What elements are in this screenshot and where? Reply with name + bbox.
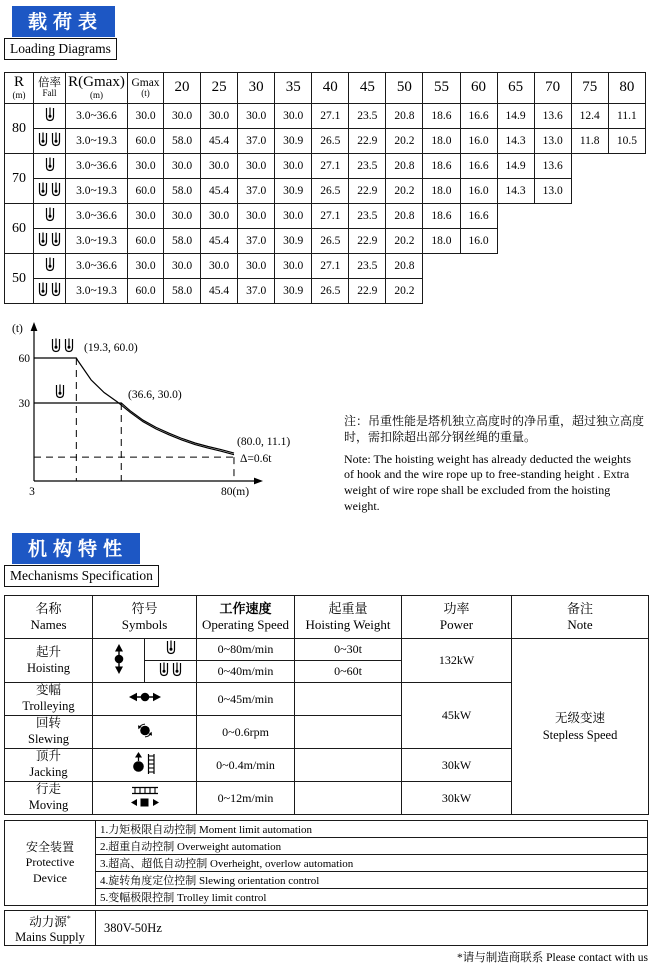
load-value-cell: 30.9 bbox=[275, 129, 312, 154]
radius-header: 70 bbox=[534, 73, 571, 104]
load-value-cell: 26.5 bbox=[312, 129, 349, 154]
fall-symbol-cell bbox=[34, 104, 66, 129]
load-value-cell: 30.0 bbox=[275, 254, 312, 279]
load-value-cell: 20.8 bbox=[386, 104, 423, 129]
load-value-cell: 20.8 bbox=[386, 154, 423, 179]
load-value-cell: 30.0 bbox=[238, 154, 275, 179]
chart-fall-single-marker bbox=[54, 384, 66, 404]
mechanisms-title-en: Mechanisms Specification bbox=[4, 565, 159, 587]
load-value-cell: 13.6 bbox=[534, 104, 571, 129]
fall-single-icon bbox=[165, 640, 177, 655]
fall-double-icon bbox=[37, 182, 63, 197]
mech-speed-cell: 0~40m/min bbox=[197, 661, 295, 683]
fall-double-icon bbox=[37, 132, 63, 147]
safety-item: 4.旋转角度定位控制 Slewing orientation control bbox=[96, 872, 648, 889]
radius-header: 45 bbox=[349, 73, 386, 104]
load-value-cell: 16.0 bbox=[460, 229, 497, 254]
fall-double-icon bbox=[37, 232, 63, 247]
mech-symbol-cell bbox=[93, 782, 197, 815]
mech-weight-cell bbox=[295, 782, 402, 815]
load-value-cell: 11.8 bbox=[571, 129, 608, 154]
load-value-cell: 58.0 bbox=[164, 129, 201, 154]
mech-speed-cell: 0~0.6rpm bbox=[197, 716, 295, 749]
mech-weight-cell: 0~60t bbox=[295, 661, 402, 683]
loading-row bbox=[5, 179, 646, 204]
mech-speed-cell: 0~45m/min bbox=[197, 683, 295, 716]
fall-single-icon bbox=[44, 157, 56, 172]
mech-power-cell: 30kW bbox=[402, 782, 512, 815]
load-value-cell: 23.5 bbox=[349, 104, 386, 129]
mech-table-body bbox=[5, 639, 649, 815]
gmax-cell: 60.0 bbox=[128, 129, 164, 154]
gmax-cell: 60.0 bbox=[128, 279, 164, 304]
load-value-cell: 30.0 bbox=[201, 204, 238, 229]
safety-label: 安全装置 Protective Device bbox=[5, 821, 96, 906]
mains-table bbox=[4, 910, 648, 946]
safety-item: 5.变幅极限控制 Trolley limit control bbox=[96, 889, 648, 906]
loading-header-row bbox=[5, 73, 646, 104]
radius-value: 50 bbox=[5, 254, 34, 304]
point-label-1: (19.3, 60.0) bbox=[84, 342, 138, 354]
mech-power-cell: 132kW bbox=[402, 639, 512, 683]
mech-symbol-cell bbox=[93, 716, 197, 749]
load-value-cell: 20.2 bbox=[386, 179, 423, 204]
rgmax-range-cell: 3.0~19.3 bbox=[66, 179, 128, 204]
safety-row bbox=[5, 855, 648, 872]
curve-single-fall bbox=[34, 403, 234, 453]
safety-table bbox=[4, 820, 648, 906]
load-chart bbox=[4, 318, 344, 523]
header-radius: R (m) bbox=[5, 73, 34, 104]
load-chart-row bbox=[4, 318, 650, 523]
radius-header: 80 bbox=[608, 73, 645, 104]
ytick-60: 60 bbox=[18, 353, 30, 365]
safety-row bbox=[5, 821, 648, 838]
loading-table bbox=[4, 72, 646, 304]
mech-header-weight: 起重量 Hoisting Weight bbox=[295, 596, 402, 639]
mech-weight-cell bbox=[295, 749, 402, 782]
load-value-cell: 22.9 bbox=[349, 229, 386, 254]
fall-double-icon bbox=[50, 338, 76, 353]
load-value-cell: 18.6 bbox=[423, 104, 460, 129]
mech-name-moving: 行走 Moving bbox=[5, 782, 93, 815]
radius-header: 55 bbox=[423, 73, 460, 104]
load-value-cell: 27.1 bbox=[312, 154, 349, 179]
load-value-cell: 22.9 bbox=[349, 279, 386, 304]
mech-weight-cell bbox=[295, 716, 402, 749]
load-value-cell: 27.1 bbox=[312, 254, 349, 279]
load-value-cell: 20.8 bbox=[386, 204, 423, 229]
footer-note: *请与制造商联系 Please contact with us bbox=[456, 952, 648, 964]
load-value-cell: 20.2 bbox=[386, 279, 423, 304]
mech-row bbox=[5, 639, 649, 661]
radius-header: 35 bbox=[275, 73, 312, 104]
load-value-cell: 30.0 bbox=[238, 254, 275, 279]
radius-header: 40 bbox=[312, 73, 349, 104]
mains-value: 380V-50Hz bbox=[96, 911, 648, 946]
load-value-cell: 16.0 bbox=[460, 179, 497, 204]
note-english: Note: The hoisting weight has already deducted the weights of hook and the wire rope up to free-standing height . Extra weight of wire rope shall be excluded from the hoisting weight. bbox=[344, 451, 632, 514]
load-value-cell: 13.0 bbox=[534, 179, 571, 204]
load-value-cell: 45.4 bbox=[201, 279, 238, 304]
load-value-cell: 30.0 bbox=[164, 154, 201, 179]
load-value-cell: 22.9 bbox=[349, 179, 386, 204]
fall-symbol-cell bbox=[34, 229, 66, 254]
load-value-cell: 30.0 bbox=[238, 104, 275, 129]
fall-symbol-cell bbox=[34, 129, 66, 154]
slew-icon bbox=[135, 723, 155, 738]
mech-name-trolleying: 变幅 Trolleying bbox=[5, 683, 93, 716]
fall-single-icon bbox=[44, 207, 56, 222]
load-value-cell: 18.0 bbox=[423, 129, 460, 154]
safety-row bbox=[5, 872, 648, 889]
loading-section-header bbox=[4, 6, 650, 60]
radius-header: 25 bbox=[201, 73, 238, 104]
mech-speed-cell: 0~12m/min bbox=[197, 782, 295, 815]
fall-double-icon bbox=[158, 662, 184, 677]
gmax-cell: 30.0 bbox=[128, 254, 164, 279]
mech-header-note: 备注 Note bbox=[512, 596, 649, 639]
loading-title-zh: 载荷表 bbox=[12, 6, 115, 37]
load-value-cell: 13.0 bbox=[534, 129, 571, 154]
mechanisms-title-zh: 机构特性 bbox=[12, 533, 140, 564]
curve-double-fall bbox=[34, 358, 234, 455]
rgmax-range-cell: 3.0~36.6 bbox=[66, 104, 128, 129]
load-value-cell: 30.0 bbox=[164, 104, 201, 129]
load-value-cell: 45.4 bbox=[201, 179, 238, 204]
loading-row bbox=[5, 254, 646, 279]
loading-row bbox=[5, 279, 646, 304]
mech-header-row bbox=[5, 596, 649, 639]
note-chinese: 注：吊重性能是塔机独立高度时的净吊重，超过独立高度时，需扣除超出部分钢丝绳的重量。 bbox=[344, 414, 645, 444]
mech-power-cell: 30kW bbox=[402, 749, 512, 782]
radius-header: 65 bbox=[497, 73, 534, 104]
load-value-cell: 18.6 bbox=[423, 154, 460, 179]
fall-symbol-cell bbox=[34, 254, 66, 279]
load-value-cell: 27.1 bbox=[312, 104, 349, 129]
loading-row bbox=[5, 129, 646, 154]
load-value-cell: 30.0 bbox=[164, 254, 201, 279]
move-icon bbox=[128, 785, 162, 808]
radius-header: 30 bbox=[238, 73, 275, 104]
load-value-cell: 16.6 bbox=[460, 154, 497, 179]
load-value-cell: 26.5 bbox=[312, 179, 349, 204]
gmax-cell: 30.0 bbox=[128, 104, 164, 129]
radius-header: 75 bbox=[571, 73, 608, 104]
load-value-cell: 45.4 bbox=[201, 129, 238, 154]
rgmax-range-cell: 3.0~36.6 bbox=[66, 154, 128, 179]
radius-value: 60 bbox=[5, 204, 34, 254]
gmax-cell: 60.0 bbox=[128, 229, 164, 254]
mech-speed-cell: 0~0.4m/min bbox=[197, 749, 295, 782]
mechanisms-section-header bbox=[4, 533, 650, 587]
load-value-cell: 30.0 bbox=[164, 204, 201, 229]
load-value-cell: 30.0 bbox=[201, 254, 238, 279]
y-axis-arrow-icon bbox=[31, 322, 38, 331]
load-value-cell: 16.6 bbox=[460, 204, 497, 229]
point-label-3: (80.0, 11.1) bbox=[237, 436, 291, 448]
mech-fall-cell bbox=[145, 661, 197, 683]
gmax-cell: 30.0 bbox=[128, 154, 164, 179]
mech-symbol-cell bbox=[93, 683, 197, 716]
safety-row bbox=[5, 838, 648, 855]
header-gmax: Gmax (t) bbox=[128, 73, 164, 104]
load-value-cell: 30.0 bbox=[238, 204, 275, 229]
loading-row bbox=[5, 229, 646, 254]
xtick-origin: 3 bbox=[29, 486, 35, 498]
load-value-cell: 14.9 bbox=[497, 104, 534, 129]
load-value-cell: 23.5 bbox=[349, 204, 386, 229]
mech-name-jacking: 顶升 Jacking bbox=[5, 749, 93, 782]
fall-symbol-cell bbox=[34, 179, 66, 204]
load-value-cell: 30.9 bbox=[275, 279, 312, 304]
radius-header: 50 bbox=[386, 73, 423, 104]
mech-header-names: 名称 Names bbox=[5, 596, 93, 639]
mech-symbol-cell bbox=[93, 639, 145, 683]
radius-value: 70 bbox=[5, 154, 34, 204]
load-value-cell: 37.0 bbox=[238, 179, 275, 204]
mech-fall-cell bbox=[145, 639, 197, 661]
safety-item: 2.超重自动控制 Overweight automation bbox=[96, 838, 648, 855]
delta-label: Δ=0.6t bbox=[240, 453, 272, 465]
loading-title-en: Loading Diagrams bbox=[4, 38, 117, 60]
load-value-cell: 16.0 bbox=[460, 129, 497, 154]
fall-double-icon bbox=[37, 282, 63, 297]
loading-row bbox=[5, 204, 646, 229]
gmax-cell: 30.0 bbox=[128, 204, 164, 229]
radius-header: 60 bbox=[460, 73, 497, 104]
mech-speed-cell: 0~80m/min bbox=[197, 639, 295, 661]
load-value-cell: 23.5 bbox=[349, 254, 386, 279]
point-label-2: (36.6, 30.0) bbox=[128, 389, 182, 401]
load-value-cell: 20.2 bbox=[386, 129, 423, 154]
load-value-cell: 30.0 bbox=[275, 204, 312, 229]
load-value-cell: 26.5 bbox=[312, 279, 349, 304]
mech-symbol-cell bbox=[93, 749, 197, 782]
fall-symbol-cell bbox=[34, 279, 66, 304]
mech-name-slewing: 回转 Slewing bbox=[5, 716, 93, 749]
xtick-end: 80(m) bbox=[220, 486, 250, 498]
load-value-cell: 18.6 bbox=[423, 204, 460, 229]
chart-fall-double-marker bbox=[50, 338, 76, 358]
load-value-cell: 10.5 bbox=[608, 129, 645, 154]
load-value-cell: 27.1 bbox=[312, 204, 349, 229]
load-value-cell: 58.0 bbox=[164, 179, 201, 204]
rgmax-range-cell: 3.0~19.3 bbox=[66, 229, 128, 254]
jack-icon bbox=[132, 752, 158, 775]
radius-header: 20 bbox=[164, 73, 201, 104]
ytick-30: 30 bbox=[18, 398, 30, 410]
gmax-cell: 60.0 bbox=[128, 179, 164, 204]
load-value-cell: 45.4 bbox=[201, 229, 238, 254]
safety-row bbox=[5, 889, 648, 906]
load-value-cell: 30.0 bbox=[201, 154, 238, 179]
load-value-cell: 20.2 bbox=[386, 229, 423, 254]
safety-item: 3.超高、超低自动控制 Overheight, overlow automation bbox=[96, 855, 648, 872]
mains-label: 动力源* Mains Supply bbox=[5, 911, 96, 946]
y-axis-unit-label: (t) bbox=[12, 323, 23, 335]
load-value-cell: 30.0 bbox=[201, 104, 238, 129]
load-value-cell: 11.1 bbox=[608, 104, 645, 129]
load-value-cell: 23.5 bbox=[349, 154, 386, 179]
mains-row bbox=[5, 911, 648, 946]
radius-value: 80 bbox=[5, 104, 34, 154]
rgmax-range-cell: 3.0~36.6 bbox=[66, 254, 128, 279]
load-value-cell: 58.0 bbox=[164, 279, 201, 304]
load-value-cell: 18.0 bbox=[423, 229, 460, 254]
safety-table-body bbox=[5, 821, 648, 906]
mech-weight-cell: 0~30t bbox=[295, 639, 402, 661]
load-value-cell: 37.0 bbox=[238, 229, 275, 254]
load-value-cell: 14.9 bbox=[497, 154, 534, 179]
fall-single-icon bbox=[44, 107, 56, 122]
hoist-icon bbox=[112, 644, 126, 674]
x-axis-arrow-icon bbox=[254, 478, 263, 485]
fall-single-icon bbox=[54, 384, 66, 399]
header-fall: 倍率 Fall bbox=[34, 73, 66, 104]
rgmax-range-cell: 3.0~19.3 bbox=[66, 129, 128, 154]
load-value-cell: 18.0 bbox=[423, 179, 460, 204]
rgmax-range-cell: 3.0~19.3 bbox=[66, 279, 128, 304]
mech-power-cell: 45kW bbox=[402, 683, 512, 749]
load-value-cell: 14.3 bbox=[497, 179, 534, 204]
load-value-cell: 16.6 bbox=[460, 104, 497, 129]
load-value-cell: 20.8 bbox=[386, 254, 423, 279]
header-rgmax: R(Gmax) (m) bbox=[66, 73, 128, 104]
load-value-cell: 37.0 bbox=[238, 279, 275, 304]
load-value-cell: 26.5 bbox=[312, 229, 349, 254]
mech-header-power: 功率 Power bbox=[402, 596, 512, 639]
load-value-cell: 58.0 bbox=[164, 229, 201, 254]
fall-symbol-cell bbox=[34, 204, 66, 229]
load-value-cell: 30.0 bbox=[275, 154, 312, 179]
loading-table-body bbox=[5, 104, 646, 304]
mech-header-speed: 工作速度 Operating Speed bbox=[197, 596, 295, 639]
load-value-cell: 37.0 bbox=[238, 129, 275, 154]
mechanisms-table bbox=[4, 595, 649, 815]
fall-symbol-cell bbox=[34, 154, 66, 179]
load-value-cell: 12.4 bbox=[571, 104, 608, 129]
loading-row bbox=[5, 154, 646, 179]
load-value-cell: 30.9 bbox=[275, 229, 312, 254]
load-value-cell: 30.9 bbox=[275, 179, 312, 204]
fall-single-icon bbox=[44, 257, 56, 272]
safety-item: 1.力矩极限自动控制 Moment limit automation bbox=[96, 821, 648, 838]
hoisting-notes bbox=[344, 318, 644, 523]
mech-weight-cell bbox=[295, 683, 402, 716]
trolley-icon bbox=[129, 690, 161, 704]
loading-row bbox=[5, 104, 646, 129]
load-value-cell: 30.0 bbox=[275, 104, 312, 129]
mech-name-hoisting: 起升 Hoisting bbox=[5, 639, 93, 683]
load-value-cell: 13.6 bbox=[534, 154, 571, 179]
mech-header-symbols: 符号 Symbols bbox=[93, 596, 197, 639]
load-value-cell: 22.9 bbox=[349, 129, 386, 154]
mech-note-cell: 无级变速 Stepless Speed bbox=[512, 639, 649, 815]
rgmax-range-cell: 3.0~36.6 bbox=[66, 204, 128, 229]
load-value-cell: 14.3 bbox=[497, 129, 534, 154]
